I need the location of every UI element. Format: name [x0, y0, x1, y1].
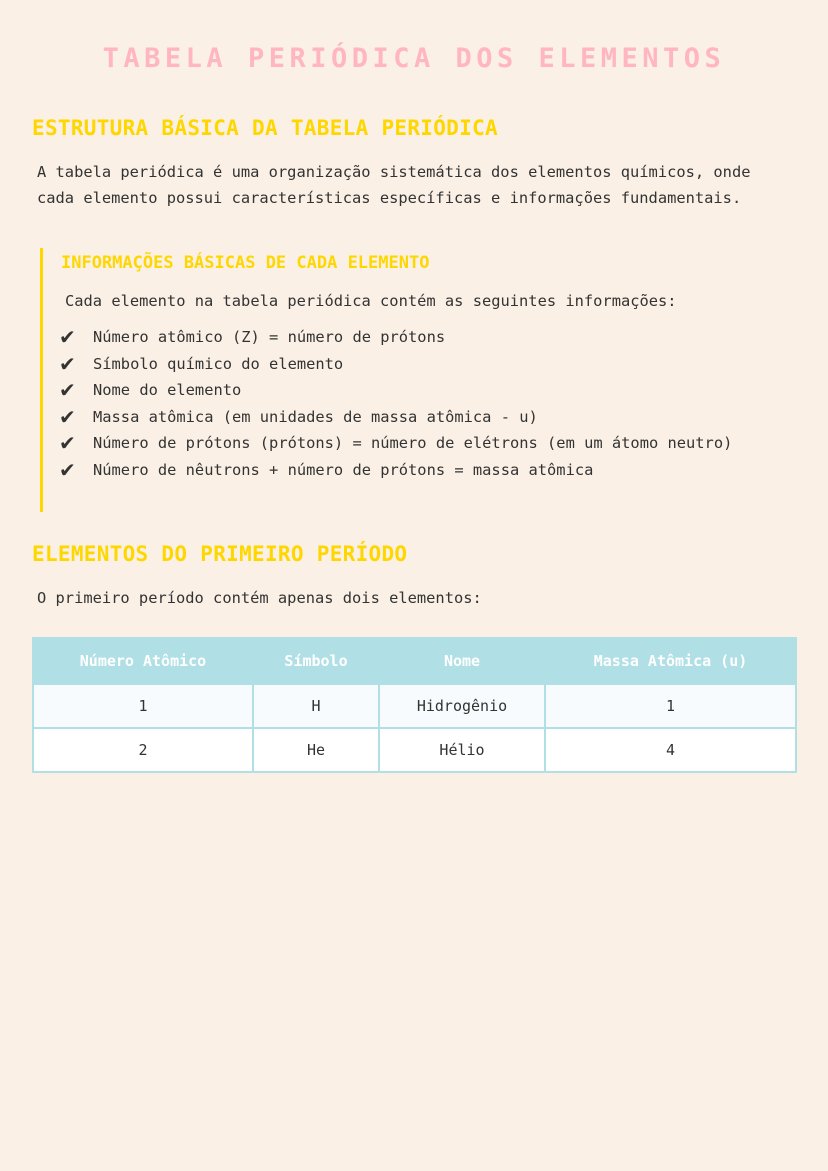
list-item-text: Massa atômica (em unidades de massa atômica - u)	[93, 407, 538, 426]
checkmark-icon: ✔	[59, 351, 76, 376]
subsection-title: INFORMAÇÕES BÁSICAS DE CADA ELEMENTO	[61, 253, 430, 273]
section-paragraph-estrutura: A tabela periódica é uma organização sistemática dos elementos químicos, onde cada elemento possui características específicas e informações fundamentais.	[37, 163, 751, 207]
list-item	[59, 459, 759, 482]
section-title-primeiro-periodo: ELEMENTOS DO PRIMEIRO PERÍODO	[32, 542, 408, 566]
list-item	[59, 379, 759, 402]
table-row	[33, 728, 796, 772]
checkmark-icon: ✔	[59, 404, 76, 429]
subsection-intro: Cada elemento na tabela periódica contém as seguintes informações:	[65, 292, 677, 310]
checkmark-icon: ✔	[59, 431, 76, 455]
table-row	[33, 684, 796, 728]
list-item-text: Número de nêutrons + número de prótons = massa atômica	[93, 460, 594, 479]
list-item	[59, 326, 759, 349]
table-cell: 1	[545, 684, 796, 728]
checkmark-icon: ✔	[59, 378, 76, 402]
table-header-nome: Nome	[379, 638, 545, 684]
list-item	[59, 432, 759, 455]
table-header-simbolo: Símbolo	[253, 638, 379, 684]
list-item-text: Símbolo químico do elemento	[93, 354, 344, 373]
table-cell: 2	[33, 728, 253, 772]
checkmark-icon: ✔	[59, 457, 76, 482]
section-title-estrutura: ESTRUTURA BÁSICA DA TABELA PERIÓDICA	[32, 116, 498, 140]
table-cell: Hidrogênio	[379, 684, 545, 728]
list-item-text: Número atômico (Z) = número de prótons	[93, 328, 446, 346]
list-item-text: Número de prótons (prótons) = número de elétrons (em um átomo neutro)	[93, 434, 733, 452]
info-checklist	[59, 326, 759, 485]
checkmark-icon: ✔	[59, 325, 76, 349]
table-header-numero-atomico: Número Atômico	[33, 638, 253, 684]
info-subsection	[40, 248, 783, 512]
page-title: TABELA PERIÓDICA DOS ELEMENTOS	[102, 43, 726, 74]
list-item	[59, 353, 759, 376]
table-cell: 4	[545, 728, 796, 772]
elements-table	[32, 637, 797, 773]
table-cell: H	[253, 684, 379, 728]
table-cell: He	[253, 728, 379, 772]
table-cell: 1	[33, 684, 253, 728]
table-header-massa-atomica: Massa Atômica (u)	[545, 638, 796, 684]
list-item-text: Nome do elemento	[93, 381, 242, 399]
table-cell: Hélio	[379, 728, 545, 772]
list-item	[59, 406, 759, 429]
section-paragraph-primeiro-periodo: O primeiro período contém apenas dois elementos:	[37, 589, 482, 607]
table-header-row	[33, 638, 796, 684]
